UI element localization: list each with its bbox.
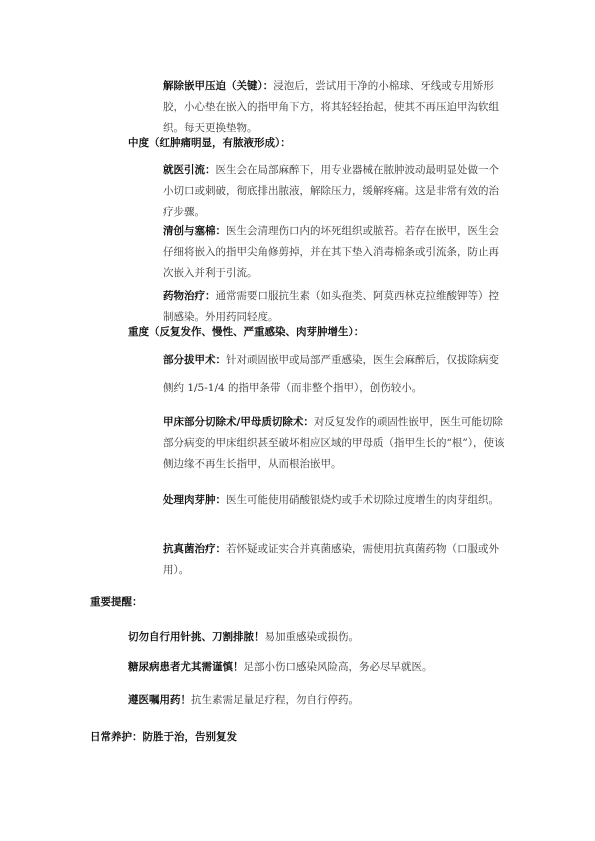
severe-heading: 重度（反复发作、慢性、严重感染、肉芽肿增生）： xyxy=(128,326,365,338)
item-title: 部分拔甲术： xyxy=(163,354,226,366)
item-title: 糖尿病患者尤其需谨慎！ xyxy=(128,661,244,673)
severe-item-partial-avulsion xyxy=(163,346,508,402)
reminder-item-diabetes xyxy=(128,657,528,678)
severe-item-antifungal xyxy=(163,539,508,581)
severe-item-granuloma xyxy=(163,490,508,511)
item-title: 甲床部分切除术/甲母质切除术： xyxy=(163,416,314,428)
item-title: 就医引流： xyxy=(163,164,216,176)
item-title: 处理肉芽肿： xyxy=(163,494,226,506)
item-text: 若怀疑或证实合并真菌感染，需使用抗真菌药物（口服或外用）。 xyxy=(163,543,499,576)
moderate-item-drainage xyxy=(163,160,508,223)
reminder-item-no-self-drain xyxy=(128,627,528,648)
severe-item-matrixectomy xyxy=(163,412,508,475)
item-text: 对反复发作的顽固性嵌甲，医生可能切除部分病变的甲床组织甚至破坏相应区域的甲母质（指甲生长的“根”），使该侧边缘不再生长指甲，从而根治嵌甲。 xyxy=(163,416,505,470)
item-text: 易加重感染或损伤。 xyxy=(264,631,359,643)
daily-care-heading: 日常养护：防胜于治，告别复发 xyxy=(90,731,237,743)
item-title: 药物治疗： xyxy=(163,290,216,302)
moderate-item-debridement xyxy=(163,221,508,284)
item-text: 抗生素需足量足疗程，勿自行停药。 xyxy=(191,694,359,706)
item-title: 遵医嘱用药！ xyxy=(128,694,191,706)
item-text: 医生会在局部麻醉下，用专业器械在脓肿波动最明显处做一个小切口或刺破，彻底排出脓液，解除压力，缓解疼痛。这是非常有效的治疗步骤。 xyxy=(163,164,499,218)
item-text: 通常需要口服抗生素（如头孢类、阿莫西林克拉维酸钾等）控制感染。外用药同轻度。 xyxy=(163,290,499,323)
item-title: 解除嵌甲压迫（关键）： xyxy=(163,80,274,92)
item-title: 切勿自行用针挑、刀割排脓！ xyxy=(128,631,265,643)
item-text: 针对顽固嵌甲或局部严重感染，医生会麻醉后，仅拔除病变侧约 1/5-1/4 的指甲条带（而非整个指甲），创伤较小。 xyxy=(163,354,499,394)
item-text: 足部小伤口感染风险高，务必尽早就医。 xyxy=(243,661,433,673)
item-title: 清创与塞棉： xyxy=(163,225,226,237)
mild-item-release-pressure xyxy=(163,76,508,139)
reminders-heading: 重要提醒： xyxy=(90,596,143,608)
item-title: 抗真菌治疗： xyxy=(163,543,226,555)
item-text: 医生可能使用硝酸银烧灼或手术切除过度增生的肉芽组织。 xyxy=(226,494,499,506)
moderate-heading: 中度（红肿痛明显，有脓液形成）： xyxy=(128,137,291,149)
reminder-item-follow-prescription xyxy=(128,690,528,711)
item-text: 医生会清理伤口内的坏死组织或脓苔。若存在嵌甲，医生会仔细将嵌入的指甲尖角修剪掉，并在其下垫入消毒棉条或引流条，防止再次嵌入并利于引流。 xyxy=(163,225,499,279)
item-text: 浸泡后，尝试用干净的小棉球、牙线或专用矫形胶，小心垫在嵌入的指甲角下方，将其轻轻抬起，使其不再压迫甲沟软组织。每天更换垫物。 xyxy=(163,80,499,134)
